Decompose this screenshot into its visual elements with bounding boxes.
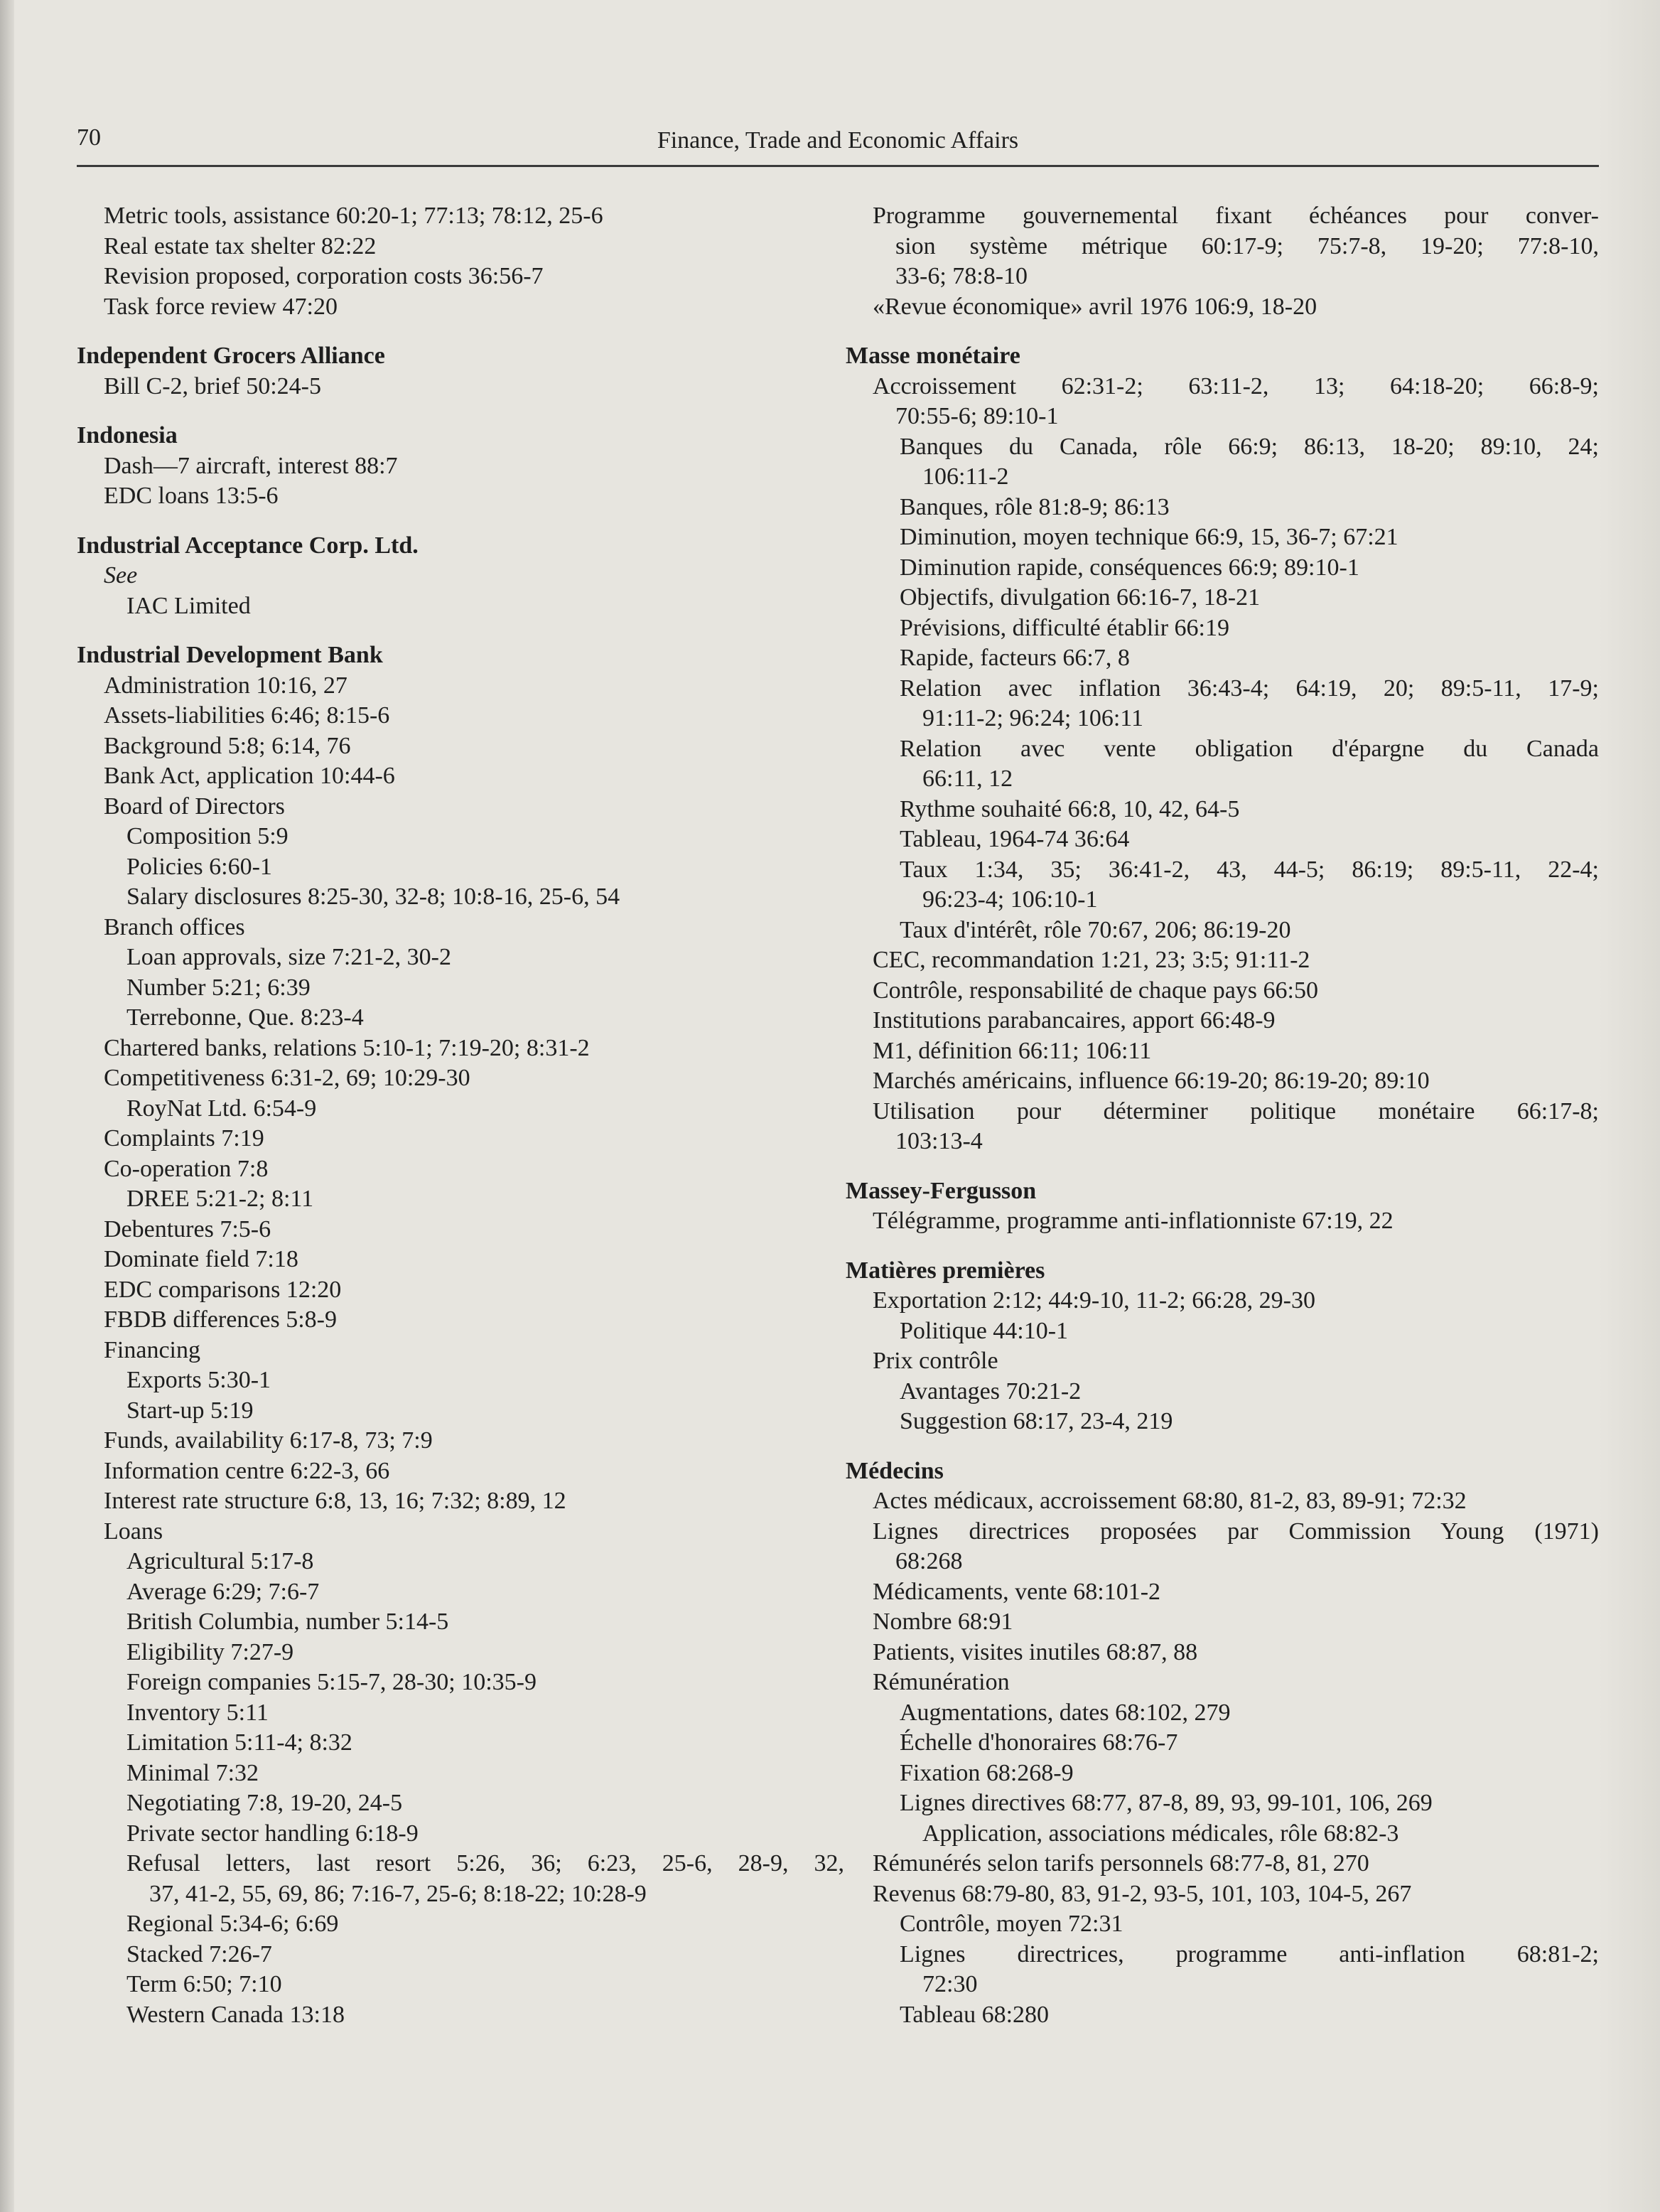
index-entry <box>77 232 844 262</box>
index-entry <box>846 945 1599 976</box>
entry-gap <box>846 1437 1599 1456</box>
entry-line: Revision proposed, corporation costs 36:56-7 <box>104 263 544 289</box>
index-entry <box>77 1184 844 1215</box>
entry-line: Patients, visites inutiles 68:87, 88 <box>873 1638 1198 1665</box>
entry-line: Prix contrôle <box>873 1348 998 1374</box>
entry-line: Loans <box>104 1518 163 1545</box>
entry-line: CEC, recommandation 1:21, 23; 3:5; 91:11-2 <box>873 947 1310 973</box>
index-entry <box>77 1396 844 1427</box>
entry-line: Loan approvals, size 7:21-2, 30-2 <box>126 944 451 970</box>
index-entry <box>77 1547 844 1577</box>
index-entry <box>846 583 1599 613</box>
index-entry <box>846 1607 1599 1638</box>
index-entry <box>77 1849 844 1909</box>
index-entry <box>77 1154 844 1185</box>
entry-line: Taux d'intérêt, rôle 70:67, 206; 86:19-20 <box>900 916 1291 943</box>
entry-line: Information centre 6:22-3, 66 <box>104 1457 390 1484</box>
index-entry <box>846 1788 1599 1819</box>
entry-line: Lignes directrices, programme anti-inflation 68:81-2; <box>900 1940 1599 1967</box>
index-entry <box>846 1909 1599 1940</box>
index-entry <box>846 643 1599 674</box>
index-entry <box>77 1365 844 1396</box>
entry-line: Médicaments, vente 68:101-2 <box>873 1578 1161 1605</box>
entry-line: Utilisation pour déterminer politique monétaire 66:17-8; <box>873 1097 1599 1124</box>
index-entry <box>77 1909 844 1940</box>
index-entry <box>846 855 1599 916</box>
entry-line: Avantages 70:21-2 <box>900 1378 1082 1405</box>
index-entry <box>846 432 1599 493</box>
entry-line: Funds, availability 6:17-8, 73; 7:9 <box>104 1427 433 1454</box>
entry-line: Rythme souhaité 66:8, 10, 42, 64-5 <box>900 795 1240 822</box>
index-entry <box>77 1759 844 1789</box>
index-entry <box>77 262 844 292</box>
entry-line: 37, 41-2, 55, 69, 86; 7:16-7, 25-6; 8:18-22; 10:28-9 <box>149 1880 647 1907</box>
entry-line: Revenus 68:79-80, 83, 91-2, 93-5, 101, 103, 104-5, 267 <box>873 1880 1412 1907</box>
entry-gap <box>846 322 1599 341</box>
index-entry <box>77 882 844 913</box>
index-entry <box>77 1638 844 1668</box>
entry-line: Stacked 7:26-7 <box>126 1940 272 1967</box>
index-entry <box>77 1094 844 1124</box>
entry-line: Lignes directives 68:77, 87-8, 89, 93, 99-101, 106, 269 <box>900 1790 1433 1816</box>
index-entry <box>77 1698 844 1729</box>
index-heading <box>846 1176 1599 1207</box>
index-entry <box>77 1486 844 1517</box>
entry-line: Objectifs, divulgation 66:16-7, 18-21 <box>900 584 1261 611</box>
index-entry <box>77 1788 844 1819</box>
entry-line: Contrôle, moyen 72:31 <box>900 1911 1123 1937</box>
index-heading <box>77 640 844 671</box>
entry-line: Background 5:8; 6:14, 76 <box>104 732 351 759</box>
index-entry <box>77 671 844 702</box>
index-entry <box>846 1407 1599 1437</box>
index-entry <box>77 1940 844 1970</box>
entry-line: Télégramme, programme anti-inflationniste 67:19, 22 <box>873 1208 1394 1234</box>
index-entry <box>846 1940 1599 2000</box>
entry-gap <box>77 322 844 341</box>
entry-line: Metric tools, assistance 60:20-1; 77:13; 78:12, 25-6 <box>104 203 603 229</box>
index-entry <box>77 1305 844 1336</box>
entry-line: Dash—7 aircraft, interest 88:7 <box>104 452 398 479</box>
index-heading <box>77 421 844 451</box>
entry-line: Institutions parabancaires, apport 66:48-9 <box>873 1007 1276 1033</box>
entry-line: Contrôle, responsabilité de chaque pays 66:50 <box>873 977 1318 1004</box>
index-entry <box>77 201 844 232</box>
index-entry <box>846 795 1599 825</box>
entry-line: Exports 5:30-1 <box>126 1367 271 1393</box>
entry-line: Branch offices <box>104 913 245 940</box>
entry-line: Chartered banks, relations 5:10-1; 7:19-20; 8:31-2 <box>104 1034 590 1061</box>
index-entry <box>846 1728 1599 1759</box>
entry-line: Regional 5:34-6; 6:69 <box>126 1911 339 1937</box>
index-entry <box>846 1097 1599 1157</box>
index-entry <box>77 1063 844 1094</box>
entry-line: sion système métrique 60:17-9; 75:7-8, 19-20; 77:8-10, <box>895 232 1599 259</box>
index-entry <box>846 1819 1599 1849</box>
index-entry <box>77 1970 844 2000</box>
index-entry <box>846 1346 1599 1377</box>
running-title: Finance, Trade and Economic Affairs <box>657 127 1019 154</box>
entry-line: Banques du Canada, rôle 66:9; 86:13, 18-20; 89:10, 24; <box>900 433 1599 460</box>
index-heading <box>846 1456 1599 1487</box>
entry-line: 66:11, 12 <box>922 766 1013 792</box>
entry-line: Co-operation 7:8 <box>104 1155 269 1182</box>
entry-line: Nombre 68:91 <box>873 1609 1013 1635</box>
index-entry <box>77 451 844 482</box>
index-entry <box>77 943 844 973</box>
entry-line: Rémunérés selon tarifs personnels 68:77-8, 81, 270 <box>873 1850 1369 1877</box>
entry-line: Western Canada 13:18 <box>126 2001 345 2028</box>
entry-line: Tableau 68:280 <box>900 2001 1050 2028</box>
entry-line: Refusal letters, last resort 5:26, 36; 6:23, 25-6, 28-9, 32, <box>126 1850 844 1877</box>
entry-line: Rapide, facteurs 66:7, 8 <box>900 645 1130 671</box>
entry-line: RoyNat Ltd. 6:54-9 <box>126 1095 317 1122</box>
index-column-right <box>846 201 1599 2030</box>
index-heading <box>846 1256 1599 1287</box>
index-entry <box>846 1486 1599 1517</box>
index-entry <box>846 1698 1599 1729</box>
entry-line: Administration 10:16, 27 <box>104 672 347 699</box>
entry-line: Rémunération <box>873 1669 1010 1695</box>
index-entry <box>77 1124 844 1154</box>
index-entry <box>77 822 844 852</box>
page-header <box>77 122 1599 167</box>
index-entry <box>846 1066 1599 1097</box>
entry-line: 72:30 <box>922 1971 978 1997</box>
entry-line: Task force review 47:20 <box>104 293 338 320</box>
entry-line: Salary disclosures 8:25-30, 32-8; 10:8-16, 25-6, 54 <box>126 884 620 910</box>
entry-line: Diminution rapide, conséquences 66:9; 89:10-1 <box>900 554 1359 581</box>
entry-line: Application, associations médicales, rôle 68:82-3 <box>922 1820 1399 1847</box>
page-edge-shadow <box>1599 0 1660 2212</box>
entry-line: Competitiveness 6:31-2, 69; 10:29-30 <box>104 1065 470 1091</box>
entry-line: Relation avec vente obligation d'épargne du Canada <box>900 735 1599 762</box>
index-entry <box>846 976 1599 1006</box>
index-entry <box>846 916 1599 946</box>
entry-line: Composition 5:9 <box>126 823 289 849</box>
entry-line: Banques, rôle 81:8-9; 86:13 <box>900 493 1170 520</box>
index-entry <box>846 1006 1599 1036</box>
entry-gap <box>77 512 844 531</box>
index-entry <box>77 1819 844 1849</box>
entry-gap <box>77 402 844 421</box>
index-entry <box>846 1316 1599 1347</box>
index-entry <box>846 1577 1599 1608</box>
index-entry <box>77 1456 844 1487</box>
index-entry <box>846 825 1599 855</box>
entry-line: 106:11-2 <box>922 463 1009 490</box>
entry-line: Tableau, 1964-74 36:64 <box>900 826 1130 852</box>
page-number: 70 <box>77 124 101 151</box>
index-entry <box>846 1668 1599 1698</box>
entry-line: Complaints 7:19 <box>104 1125 264 1151</box>
index-column-left <box>77 201 844 2030</box>
entry-line: Real estate tax shelter 82:22 <box>104 232 377 259</box>
entry-line: Relation avec inflation 36:43-4; 64:19, 20; 89:5-11, 17-9; <box>900 675 1599 702</box>
entry-line: Debentures 7:5-6 <box>104 1215 271 1242</box>
entry-line: Interest rate structure 6:8, 13, 16; 7:32; 8:89, 12 <box>104 1488 566 1514</box>
index-entry <box>77 852 844 883</box>
entry-line: Financing <box>104 1336 200 1363</box>
entry-line: «Revue économique» avril 1976 106:9, 18-20 <box>873 293 1317 320</box>
entry-line: IAC Limited <box>126 592 251 619</box>
entry-line: Lignes directrices proposées par Commission Young (1971) <box>873 1518 1599 1545</box>
index-entry <box>77 1033 844 1064</box>
entry-line: M1, définition 66:11; 106:11 <box>873 1037 1152 1064</box>
entry-line: Foreign companies 5:15-7, 28-30; 10:35-9 <box>126 1669 537 1695</box>
index-entry <box>77 1275 844 1306</box>
index-entry <box>77 973 844 1004</box>
entry-line: 96:23-4; 106:10-1 <box>922 886 1098 913</box>
index-entry <box>846 2000 1599 2031</box>
entry-line: 33-6; 78:8-10 <box>895 263 1028 289</box>
index-entry <box>846 1849 1599 1879</box>
index-entry <box>77 1215 844 1245</box>
entry-line: Bank Act, application 10:44-6 <box>104 763 395 789</box>
index-entry <box>846 1759 1599 1789</box>
entry-line: Exportation 2:12; 44:9-10, 11-2; 66:28, 29-30 <box>873 1287 1315 1314</box>
index-entry <box>846 522 1599 553</box>
entry-line: Board of Directors <box>104 793 285 820</box>
entry-line: Taux 1:34, 35; 36:41-2, 43, 44-5; 86:19; 89:5-11, 22-4; <box>900 856 1599 883</box>
entry-line: Diminution, moyen technique 66:9, 15, 36-7; 67:21 <box>900 524 1398 550</box>
index-entry <box>77 481 844 512</box>
entry-line: Médecins <box>846 1457 944 1484</box>
entry-line: Marchés américains, influence 66:19-20; 86:19-20; 89:10 <box>873 1068 1430 1094</box>
entry-line: EDC comparisons 12:20 <box>104 1276 342 1303</box>
entry-line: Term 6:50; 7:10 <box>126 1971 282 1997</box>
entry-line: Number 5:21; 6:39 <box>126 974 311 1001</box>
entry-line: Matières premières <box>846 1257 1045 1284</box>
entry-line: Programme gouvernemental fixant échéances pour conver- <box>873 203 1599 229</box>
index-entry <box>77 1577 844 1608</box>
entry-line: Industrial Acceptance Corp. Ltd. <box>77 532 419 559</box>
index-entry <box>846 1206 1599 1237</box>
entry-line: Policies 6:60-1 <box>126 853 272 880</box>
index-entry <box>77 1426 844 1456</box>
index-entry <box>77 792 844 822</box>
index-heading <box>77 341 844 372</box>
index-entry <box>77 1517 844 1547</box>
entry-gap <box>846 1237 1599 1256</box>
entry-line: 70:55-6; 89:10-1 <box>895 403 1059 429</box>
entry-line: FBDB differences 5:8-9 <box>104 1306 337 1333</box>
index-heading <box>77 531 844 562</box>
entry-line: Industrial Development Bank <box>77 642 383 668</box>
index-entry <box>846 1517 1599 1577</box>
entry-line: Dominate field 7:18 <box>104 1246 298 1272</box>
entry-line: Terrebonne, Que. 8:23-4 <box>126 1004 364 1031</box>
index-entry <box>846 613 1599 644</box>
entry-line: Minimal 7:32 <box>126 1759 259 1786</box>
see-reference <box>77 561 844 591</box>
entry-line: Suggestion 68:17, 23-4, 219 <box>900 1408 1173 1434</box>
entry-line: Negotiating 7:8, 19-20, 24-5 <box>126 1790 403 1816</box>
index-entry <box>77 1668 844 1698</box>
entry-line: Augmentations, dates 68:102, 279 <box>900 1699 1231 1726</box>
index-entry <box>77 1728 844 1759</box>
index-entry <box>846 1036 1599 1067</box>
index-entry <box>77 292 844 323</box>
entry-gap <box>846 1157 1599 1176</box>
entry-line: Independent Grocers Alliance <box>77 343 385 369</box>
index-entry <box>846 372 1599 432</box>
index-entry <box>846 1377 1599 1407</box>
entry-line: Average 6:29; 7:6-7 <box>126 1578 320 1605</box>
index-entry <box>77 591 844 622</box>
index-heading <box>846 341 1599 372</box>
entry-line: 68:268 <box>895 1548 963 1574</box>
index-entry <box>77 1607 844 1638</box>
index-entry <box>77 1003 844 1033</box>
entry-line: Bill C-2, brief 50:24-5 <box>104 372 321 399</box>
page-binding-shadow <box>0 0 14 2212</box>
entry-line: DREE 5:21-2; 8:11 <box>126 1186 314 1212</box>
entry-line: Start-up 5:19 <box>126 1397 254 1424</box>
entry-line: EDC loans 13:5-6 <box>104 483 279 509</box>
index-entry <box>77 1245 844 1275</box>
index-entry <box>846 493 1599 523</box>
entry-line: Inventory 5:11 <box>126 1699 269 1726</box>
index-entry <box>77 761 844 792</box>
entry-line: Fixation 68:268-9 <box>900 1759 1074 1786</box>
index-entry <box>846 201 1599 292</box>
index-entry <box>77 2000 844 2031</box>
entry-line: British Columbia, number 5:14-5 <box>126 1609 449 1635</box>
entry-line: Private sector handling 6:18-9 <box>126 1820 419 1847</box>
index-entry <box>846 1286 1599 1316</box>
index-entry <box>846 553 1599 584</box>
index-entry <box>77 372 844 402</box>
entry-line: Limitation 5:11-4; 8:32 <box>126 1729 352 1756</box>
index-entry <box>846 1879 1599 1910</box>
entry-line: 103:13-4 <box>895 1128 983 1154</box>
entry-line: Actes médicaux, accroissement 68:80, 81-2, 83, 89-91; 72:32 <box>873 1488 1467 1514</box>
entry-line: Accroissement 62:31-2; 63:11-2, 13; 64:18-20; 66:8-9; <box>873 372 1599 399</box>
entry-line: See <box>104 562 138 589</box>
index-entry <box>77 701 844 731</box>
entry-gap <box>77 621 844 640</box>
entry-line: Agricultural 5:17-8 <box>126 1548 314 1574</box>
index-entry <box>846 292 1599 323</box>
index-entry <box>846 674 1599 734</box>
index-entry <box>77 913 844 943</box>
entry-line: Assets-liabilities 6:46; 8:15-6 <box>104 702 390 729</box>
entry-line: Indonesia <box>77 422 178 449</box>
entry-line: Massey-Fergusson <box>846 1177 1037 1204</box>
entry-line: Masse monétaire <box>846 343 1020 369</box>
entry-line: Politique 44:10-1 <box>900 1317 1069 1344</box>
entry-line: Échelle d'honoraires 68:76-7 <box>900 1729 1178 1756</box>
entry-line: Eligibility 7:27-9 <box>126 1638 294 1665</box>
index-entry <box>846 1638 1599 1668</box>
entry-line: 91:11-2; 96:24; 106:11 <box>922 705 1144 731</box>
index-entry <box>846 734 1599 795</box>
index-entry <box>77 1336 844 1366</box>
entry-line: Prévisions, difficulté établir 66:19 <box>900 614 1229 641</box>
index-entry <box>77 731 844 762</box>
